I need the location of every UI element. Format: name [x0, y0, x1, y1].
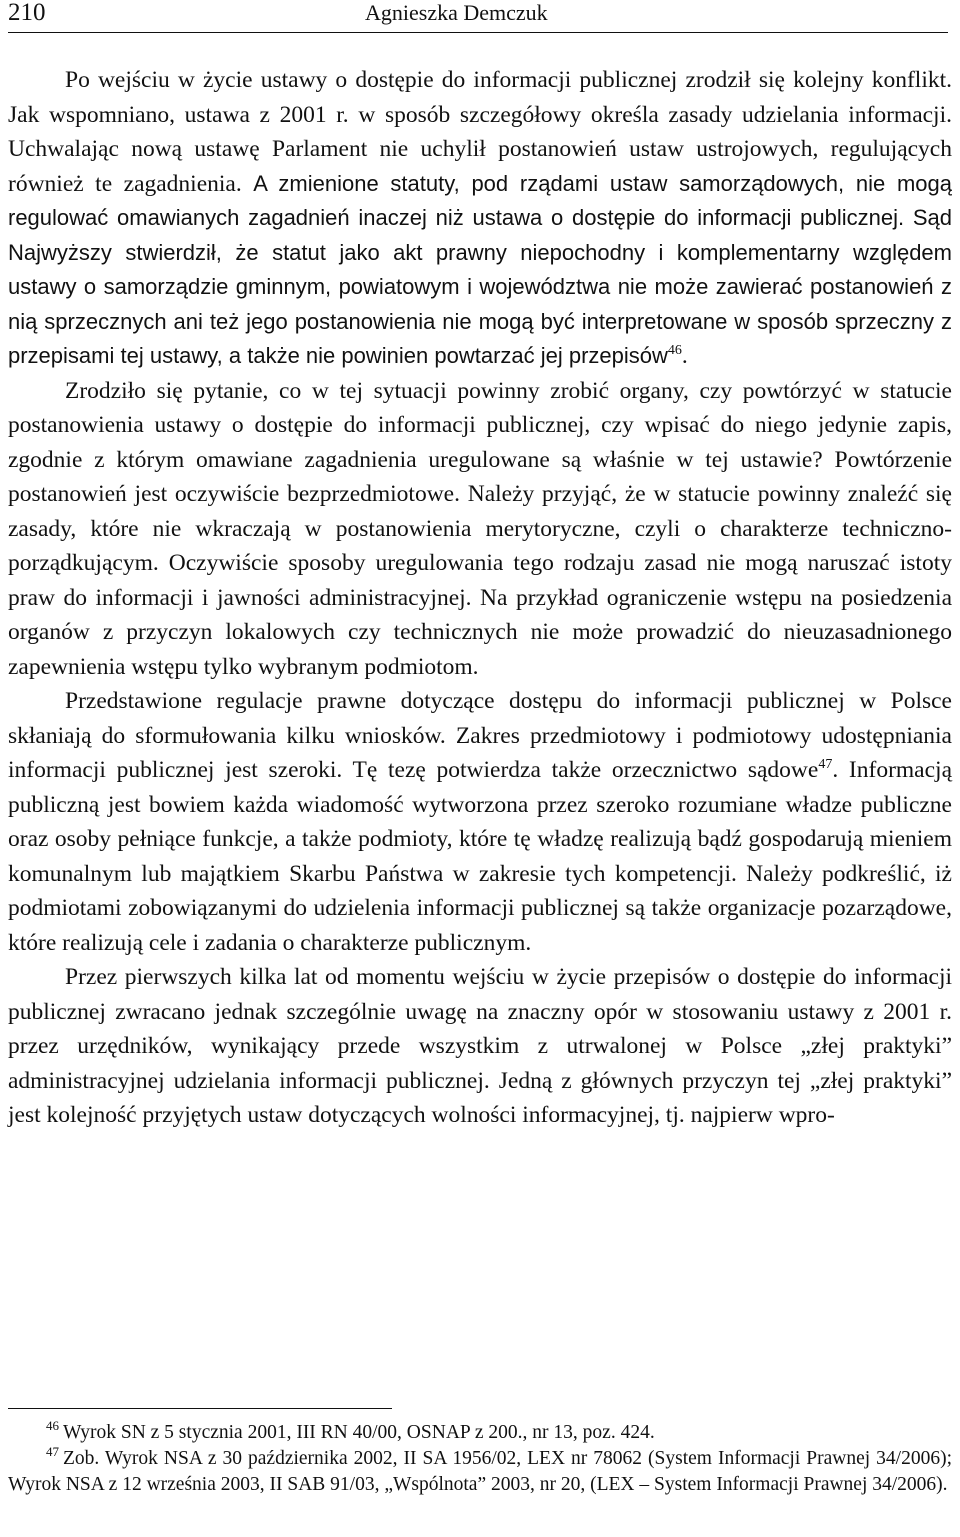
footnote-separator: [8, 1408, 392, 1409]
paragraph: [8, 684, 952, 960]
footnote-47: [8, 1446, 952, 1498]
page-number: 210: [8, 0, 46, 26]
text-run: Po wejściu w życie ustawy o dostępie do informacji publicznej zrodził się kolejny konflikt. Jak wspomniano, ustawa z 2001 r. w sposób szczegółowy określa zasady udzielania informacji. Uchwalając nową ustawę Parlament nie uchylił postanowień ustaw ustrojowych, regulujących również te zagadnienia.: [8, 67, 952, 197]
footnote-ref-47: 47: [818, 757, 833, 772]
running-head-author: Agnieszka Demczuk: [365, 0, 548, 25]
text-run-sans: Sąd Najwyższy stwierdził, że statut jako akt prawny niepochodny i komplementarny względem ustawy o samorządzie gminnym, powiatowym i województwa nie może zawierać postanowień z nią sprzecznych ani też jego postanowienia nie mogą być interpretowane w sposób sprzeczny z przepisami tej ustawy, a także nie powinien powtarzać jej przepisów: [8, 205, 952, 368]
paragraph: [8, 374, 952, 685]
page-header: [8, 0, 948, 33]
footnote-text: Wyrok SN z 5 stycznia 2001, III RN 40/00, OSNAP z 200., nr 13, poz. 424.: [63, 1422, 655, 1443]
text-run: Przedstawione regulacje prawne dotyczące dostępu do informacji publicznej w Polsce skłaniają do sformułowania kilku wniosków. Zakres przedmiotowy i podmiotowy udostępniania informacji publicznej jest szeroki. Tę tezę potwierdza także orzecznictwo sądowe: [8, 688, 952, 783]
text-run: Przez pierwszych kilka lat od momentu wejściu w życie przepisów o dostępie do informacji publicznej zwracano jednak szczególnie uwagę na znaczny opór w stosowaniu ustawy z 2001 r. przez urzędników, wynikający przede wszystkim z utrwalonej w Polsce „złej praktyki” administracyjnej udzielania informacji publicznej. Jedną z głównych przyczyn tej „złej praktyki” jest kolejność przyjętych ustaw dotyczących wolności informacyjnej, tj. najpierw wpro-: [8, 964, 952, 1128]
footnote-46: [8, 1420, 952, 1446]
paragraph: [8, 960, 952, 1133]
text-run: Zrodziło się pytanie, co w tej sytuacji powinny zrobić organy, czy powtórzyć w statucie postanowienia ustawy o dostępie do informacji publicznej, czy wpisać do niego jedynie zapis, zgodnie z którym omawiane zagadnienia uregulowane są właśnie w tej ustawie? Powtórzenie postanowień jest oczywiście bezprzedmiotowe. Należy przyjąć, że w statucie powinny znaleźć się zasady, które nie wkraczają w postanowienia merytoryczne, czyli o charakterze techniczno-porządkującym. Oczywiście sposoby uregulowania tego rodzaju zasad nie mogą naruszać istoty praw do informacji i jawności administracyjnej. Na przykład ograniczenie wstępu na posiedzenia organów z przyczyn lokalowych czy technicznych nie może prowadzić do nieuzasadnionego zapewnienia wstępu tylko wybranym podmiotom.: [8, 377, 952, 680]
footnote-number: 46: [46, 1418, 59, 1433]
body-text: [8, 63, 952, 1133]
footnote-number: 47: [46, 1444, 59, 1459]
footnote-text: Zob. Wyrok NSA z 30 października 2002, II SA 1956/02, LEX nr 78062 (System Informacji Prawnej 34/2006); Wyrok NSA z 12 września 2003, II SAB 91/03, „Wspólnota” 2003, nr 20, (LEX – System Informacji Prawnej 34/2006).: [8, 1448, 952, 1495]
text-run: . Informacją publiczną jest bowiem każda wiadomość wytworzona przez szeroko rozumiane władze publiczne oraz osoby pełniące funkcje, a także podmioty, które tę władzę realizują bądź gospodarują mieniem komunalnym lub majątkiem Skarbu Państwa w zakresie tych kompetencji. Należy podkreślić, iż podmiotami zobowiązanymi do udzielenia informacji publicznej są także organizacje pozarządowe, które realizują cele i zadania o charakterze publicznym.: [8, 757, 952, 956]
footnotes: [8, 1420, 952, 1498]
text-run-sans: A zmienione statuty, pod rządami ustaw samorządowych, nie mogą regulować omawianych zagadnień inaczej niż ustawa o dostępie do informacji publicznej.: [8, 170, 952, 230]
paragraph: [8, 63, 952, 374]
text-run: .: [681, 343, 688, 369]
footnote-ref-46: 46: [667, 343, 682, 358]
